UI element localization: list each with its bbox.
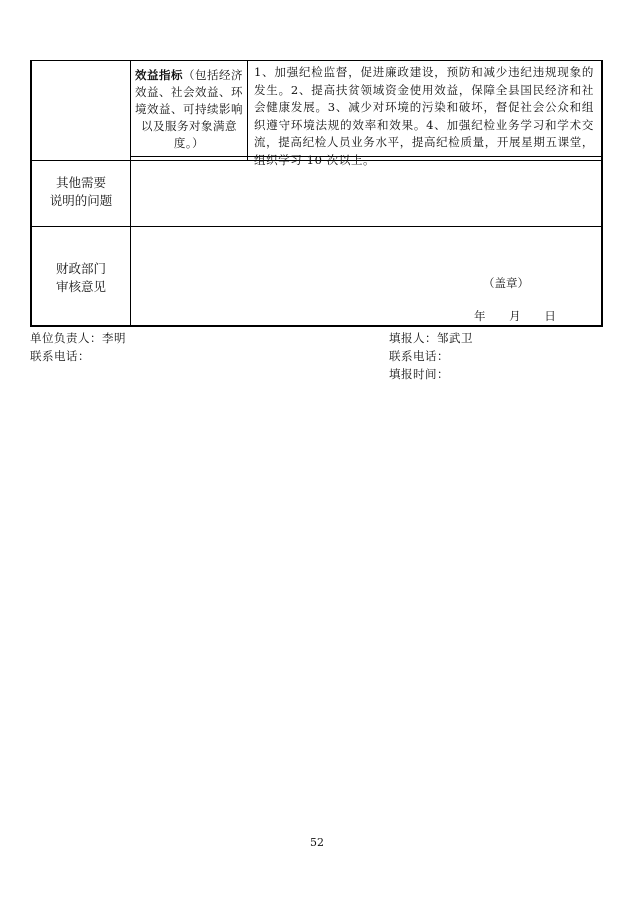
unit-head-name: 李明 [102,331,126,345]
footer-right [389,329,473,383]
table-bottom-border [30,325,603,327]
date-month: 月 [509,309,521,323]
filler-line [389,329,473,347]
other-issues-label-line2: 说明的问题 [49,193,113,208]
benefit-indicator-note: （包括经济效益、社会效益、环境效益、可持续影响以及服务对象满意度。） [135,68,243,150]
row3-divider [130,226,131,326]
col-divider-2 [247,60,248,160]
table-right-border [601,60,603,327]
finance-review-label-line1: 财政部门 [55,261,106,276]
page-number: 52 [310,836,324,849]
date-field [474,308,556,324]
table-top-border [30,60,603,61]
benefit-indicator-content: 1、加强纪检监督，促进廉政建设，预防和减少违纪违规现象的发生。2、提高扶贫领域资金使用效益，保障全县国民经济和社会健康发展。3、减少对环境的污染和破坏，督促社会公众和组织遵守环境法规的效率和效果。4、加强纪检业务学习和学术交流，提高纪检人员业务水平，提高纪检质量，开展星期五课堂，组织学习 10 次以上。 [254,65,594,167]
finance-review-label [32,260,130,296]
row2-bottom [30,226,603,227]
date-day: 日 [544,309,556,323]
finance-review-label-line2: 审核意见 [55,279,106,294]
right-phone-label: 联系电话： [389,349,449,363]
unit-head-line [30,329,126,347]
fill-time-label: 填报时间： [389,367,449,381]
benefit-indicator-label [134,67,244,152]
unit-head-label: 单位负责人： [30,331,102,345]
other-issues-content [135,170,595,220]
row2-divider [130,160,131,226]
stamp-text: （盖章） [483,276,529,290]
date-year: 年 [474,309,486,323]
filler-label: 填报人： [389,331,437,345]
col-divider-1 [130,60,131,160]
other-issues-label [32,174,130,210]
left-phone-label: 联系电话： [30,349,90,363]
other-issues-label-line1: 其他需要 [55,175,106,190]
footer-left [30,329,126,365]
filler-name: 邹武卫 [437,331,473,345]
benefit-indicator-title: 效益指标 [135,68,183,82]
